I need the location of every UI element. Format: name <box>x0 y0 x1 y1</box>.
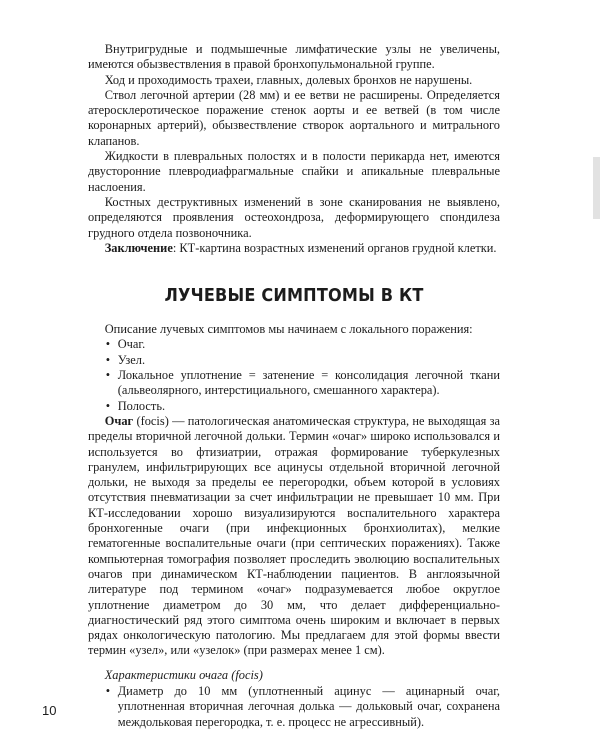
list-item <box>105 368 500 399</box>
report-paragraph-lymph-nodes: Внутригрудные и подмышечные лимфатические узлы не увеличены, имеются обызвествления в правой бронхопульмональной группе. <box>88 42 500 72</box>
list-item <box>105 399 500 414</box>
list-item-text: Узел. <box>117 352 146 367</box>
list-item-text: Диаметр до 10 мм (уплотненный ацинус — ацинарный очаг, уплотненная вторичная легочная долька — дольковый очаг, сохранена междольковая перегородка, т. е. процесс не агрессивный). <box>117 683 500 729</box>
list-item-text: Очаг. <box>117 337 146 352</box>
bullet-glyph: • <box>105 337 111 352</box>
bullet-glyph: • <box>105 398 111 413</box>
list-item <box>105 684 500 730</box>
report-conclusion <box>88 241 500 256</box>
section-heading: ЛУЧЕВЫЕ СИМПТОМЫ В КТ <box>164 286 424 307</box>
report-paragraph-arteries: Ствол легочной артерии (28 мм) и ее ветви не расширены. Определяется атеросклеротическое поражение стенок аорты и ее ветвей (в том числе коронарных артерий), обызвествление створок аортального и митрального клапанов. <box>88 87 500 148</box>
report-paragraph-bronchi: Ход и проходимость трахеи, главных, долевых бронхов не нарушены. <box>104 72 473 87</box>
characteristics-heading: Характеристики очага (focis) <box>104 667 263 682</box>
characteristics-list <box>105 684 500 730</box>
report-paragraph-pleura: Жидкости в плевральных полостях и в полости перикарда нет, имеются двусторонние плевродиафрагмальные спайки и апикальные плевральные наслоения. <box>88 149 500 194</box>
list-item <box>105 353 500 368</box>
symptom-list <box>105 337 500 413</box>
focus-term: Очаг <box>104 413 134 428</box>
list-item <box>105 337 500 352</box>
conclusion-text: : КТ-картина возрастных изменений органов грудной клетки. <box>172 240 497 255</box>
page-number: 10 <box>42 703 57 718</box>
conclusion-label: Заключение <box>104 240 173 255</box>
bullet-glyph: • <box>105 352 111 367</box>
page-edge-shadow <box>593 157 600 219</box>
focus-text: (focis) — патологическая анатомическая структура, не выходящая за пределы вторичной легочной дольки. Термин «очаг» широко использовался и используется во фтизиатрии, отражая формирование туберкулезных гранулем, инфильтрирующих все ацинусы отдельной вторичной легочной дольки, не выходя за пределы ее перегородки, объем которой в условиях отсутствия пневматизации за счет инфильтрации не превышает 10 мм. При КТ-исследовании хорошо визуализируются воспалительного характера бронхогенные очаги (при инфекционных бронхиолитах), мелкие гематогенные воспалительные очаги (при септических поражениях). Также компьютерная томография позволяет проследить эволюцию воспалительных очагов при динамическом КТ-наблюдении пациентов. В англоязычной литературе под термином «очаг» подразумевается любое округлое уплотнение диаметром до 30 мм, что делает дифференциально-диагностический ряд этого симптома очень широким и включает в первых рядах онкологическую патологию. Мы предлагаем для этой формы ввести термин «узел», или «узелок» (при размерах менее 1 см). <box>88 413 500 658</box>
section-intro: Описание лучевых симптомов мы начинаем с локального поражения: <box>104 322 473 337</box>
bullet-glyph: • <box>105 368 111 383</box>
list-item-text: Локальное уплотнение = затенение = консолидация легочной ткани (альвеолярного, интерстициального, смешанного характера). <box>117 368 500 398</box>
page-body <box>88 42 500 730</box>
list-item-text: Полость. <box>117 398 166 413</box>
bullet-glyph: • <box>105 683 111 698</box>
report-paragraph-bones: Костных деструктивных изменений в зоне сканирования не выявлено, определяются проявления остеохондроза, деформирующего спондилеза грудного отдела позвоночника. <box>88 194 500 240</box>
focus-definition <box>88 414 500 659</box>
